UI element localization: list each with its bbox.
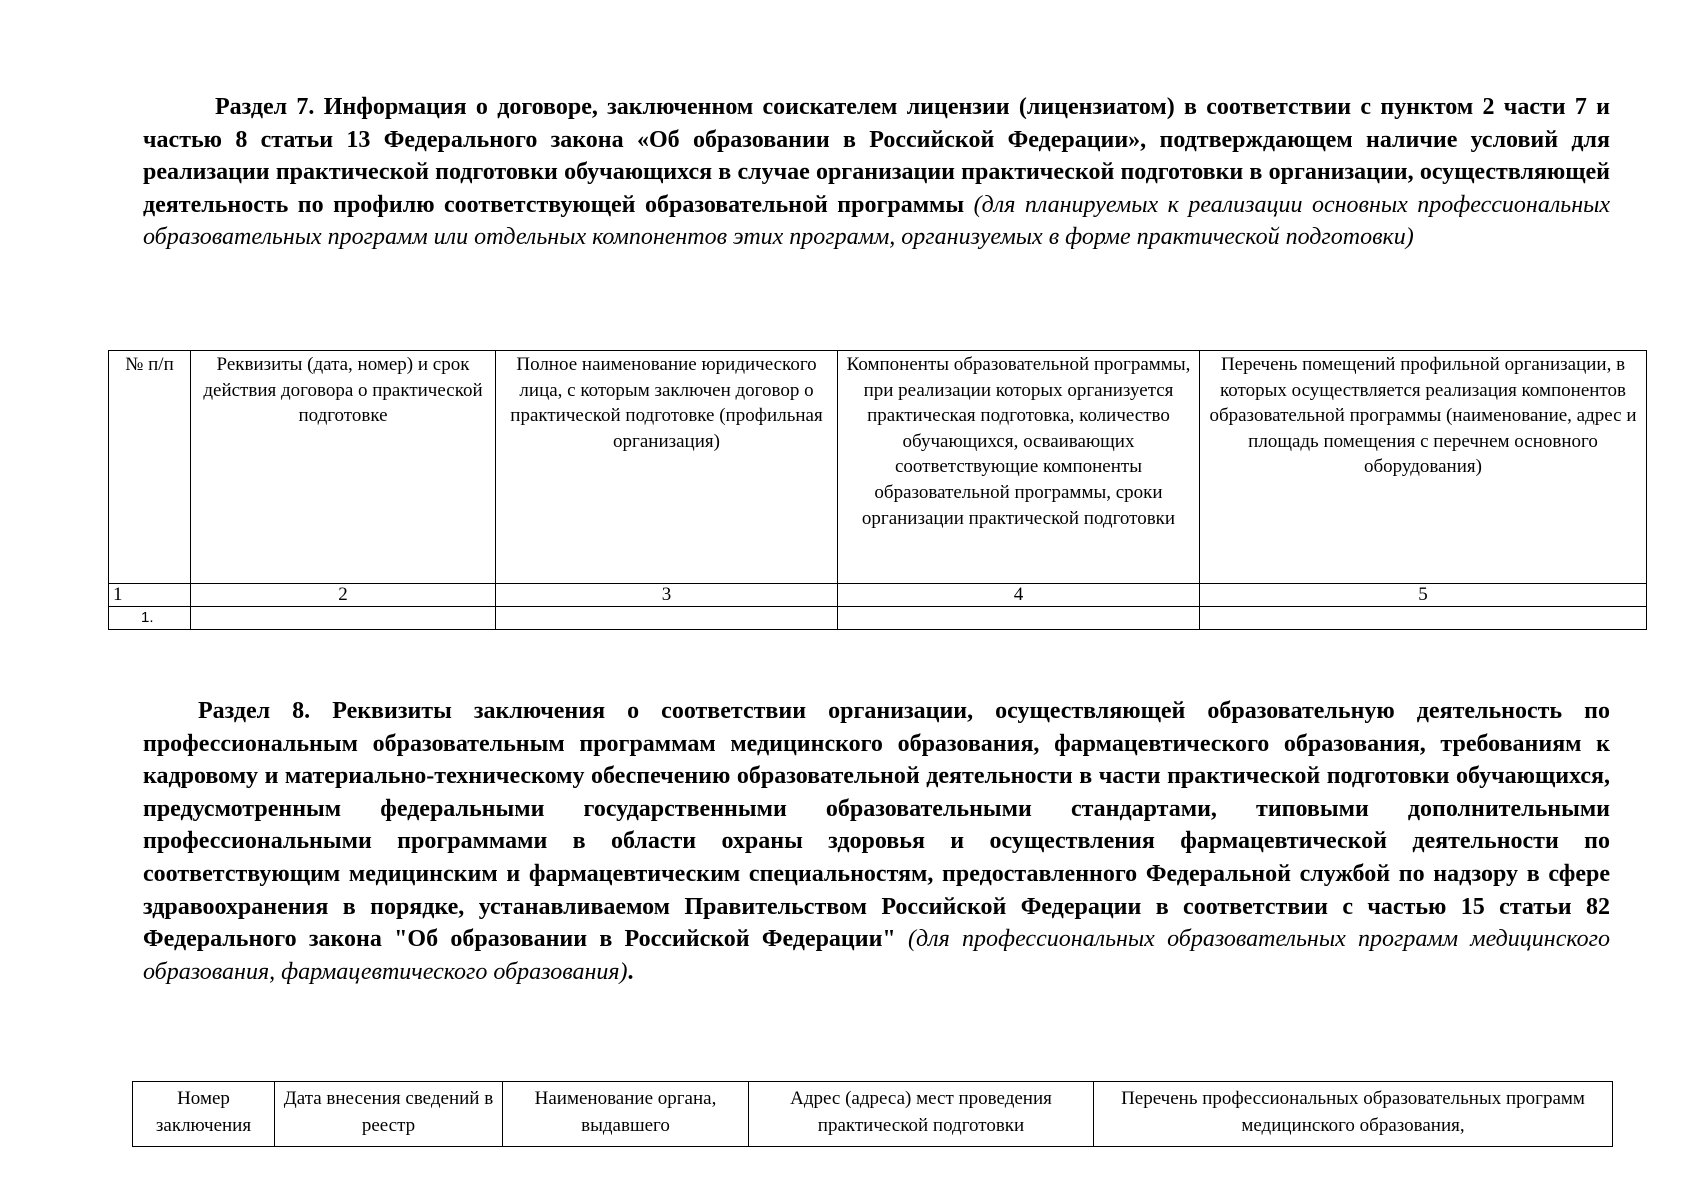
row-number-cell: 1. <box>109 607 191 630</box>
section-8-heading <box>143 695 1610 988</box>
table-cell <box>191 607 496 630</box>
table-header-row <box>109 351 1647 584</box>
header-cell-registry-date: Дата внесения сведений в реестр <box>275 1082 503 1147</box>
table-cell <box>838 607 1200 630</box>
conclusion-details-table <box>132 1081 1613 1147</box>
section-8-note: (для профессиональных образовательных программ медицинского образования, фармацевтического образования) <box>143 926 1611 985</box>
header-cell-program-list: Перечень профессиональных образовательных программ медицинского образования, <box>1094 1082 1613 1147</box>
section-8-title: Раздел 8. Реквизиты заключения о соответствии организации, осуществляющей образовательную деятельность по профессиональным образовательным программам медицинского образования, фармацевтического образования, требованиям к кадровому и материально-техническому обеспечению образовательной деятельности в части практической подготовки обучающихся, предусмотренным федеральными государственными образовательными стандартами, типовыми дополнительными профессиональными программами в области охраны здоровья и осуществления фармацевтической деятельности по соответствующим медицинским и фармацевтическим специальностям, предоставленного Федеральной службой по надзору в сфере здравоохранения в порядке, устанавливаемом Правительством Российской Федерации в соответствии с частью 15 статьи 82 Федерального закона "Об образовании в Российской Федерации" <box>143 698 1610 953</box>
column-number: 4 <box>838 584 1200 607</box>
header-cell-premises-list: Перечень помещений профильной организации, в которых осуществляется реализация компонентов образовательной программы (наименование, адрес и площадь помещения с перечнем основного оборудования) <box>1200 351 1647 584</box>
section-8-end-mark: . <box>627 958 634 985</box>
table-header-row <box>133 1082 1613 1147</box>
column-number: 1 <box>109 584 191 607</box>
header-cell-number: № п/п <box>109 351 191 584</box>
header-cell-contract-details: Реквизиты (дата, номер) и срок действия договора о практической подготовке <box>191 351 496 584</box>
header-cell-issuing-authority: Наименование органа, выдавшего <box>503 1082 749 1147</box>
column-number: 3 <box>496 584 838 607</box>
header-cell-training-addresses: Адрес (адреса) мест проведения практической подготовки <box>749 1082 1094 1147</box>
table-cell <box>1200 607 1647 630</box>
section-7-heading <box>143 91 1610 254</box>
header-cell-organization-name: Полное наименование юридического лица, с которым заключен договор о практической подготовке (профильная организация) <box>496 351 838 584</box>
header-cell-program-components: Компоненты образовательной программы, при реализации которых организуется практическая подготовка, количество обучающихся, осваивающих соответствующие компоненты образовательной программы, сроки организации практической подготовки <box>838 351 1200 584</box>
table-cell <box>496 607 838 630</box>
table-row <box>109 607 1647 630</box>
header-cell-conclusion-number: Номер заключения <box>133 1082 275 1147</box>
section-7-title: Раздел 7. Информация о договоре, заключенном соискателем лицензии (лицензиатом) в соответствии с пунктом 2 части 7 и частью 8 статьи 13 Федерального закона «Об образовании в Российской Федерации», подтверждающем наличие условий для реализации практической подготовки обучающихся в случае организации практической подготовки в организации, осуществляющей деятельность по профилю соответствующей образовательной программы <box>143 94 1610 218</box>
column-number: 2 <box>191 584 496 607</box>
section-7-note: (для планируемых к реализации основных профессиональных образовательных программ или отдельных компонентов этих программ, организуемых в форме практической подготовки) <box>143 191 1611 251</box>
column-number: 5 <box>1200 584 1647 607</box>
practical-training-contract-table <box>108 350 1647 630</box>
column-number-row <box>109 584 1647 607</box>
